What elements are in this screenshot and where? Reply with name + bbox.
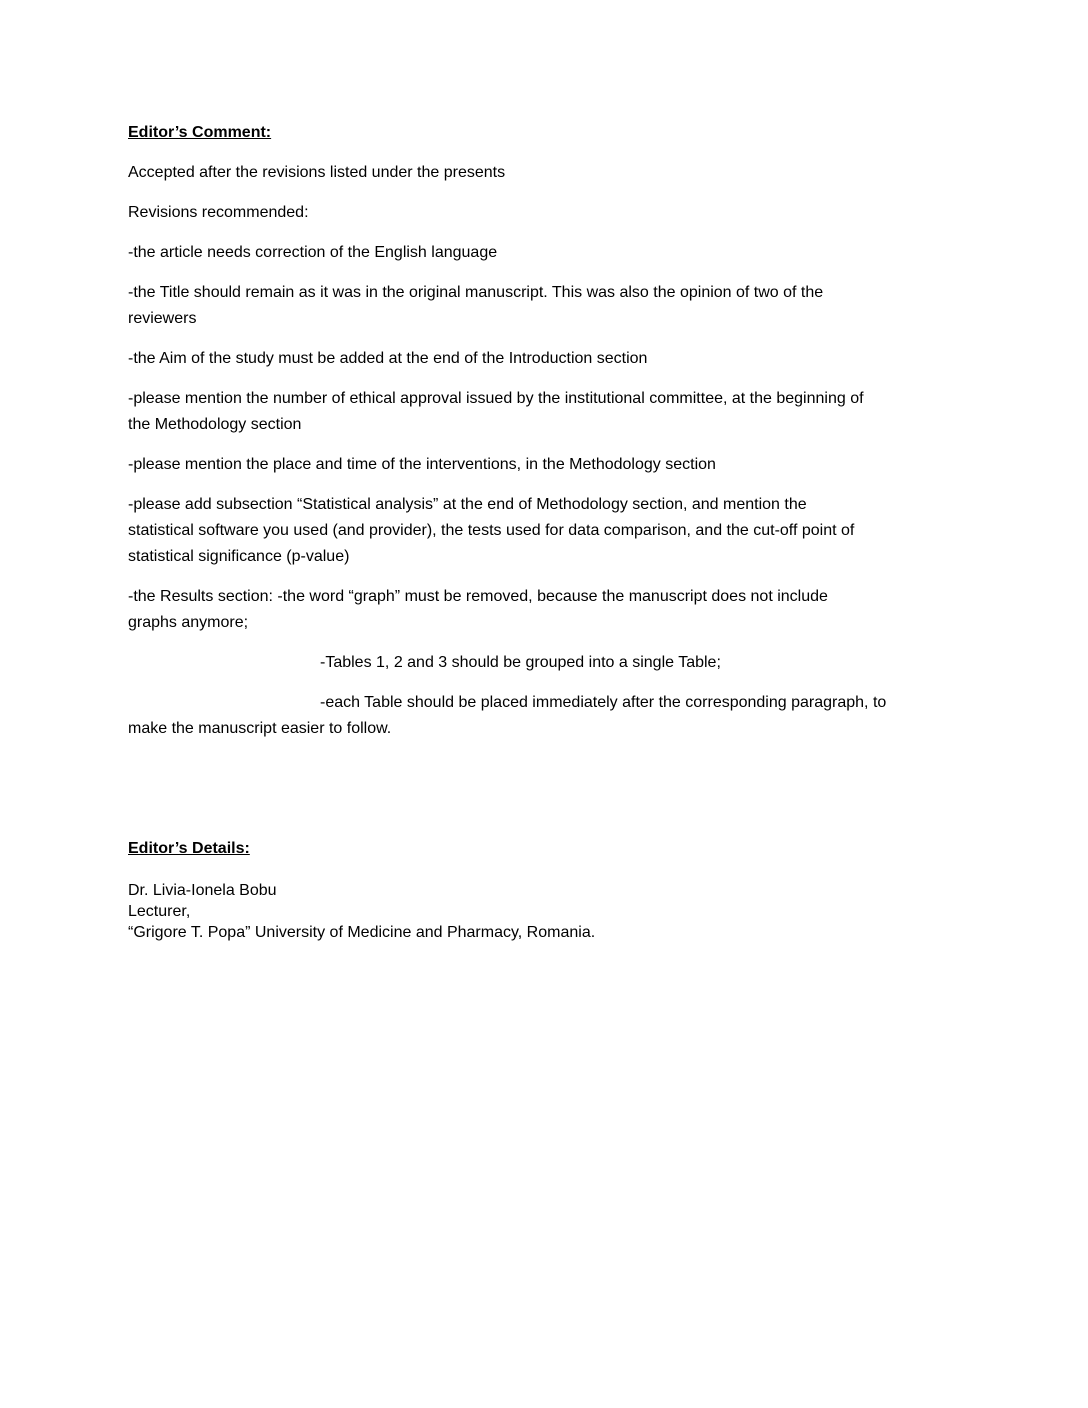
paragraph-line: -the Aim of the study must be added at the end of the Introduction section [128,350,648,367]
paragraph-line: reviewers [128,310,197,327]
paragraph-title-remain [128,280,960,332]
paragraph-line: -the Results section: -the word “graph” must be removed, because the manuscript does not include [128,588,828,605]
paragraph-line: -the Title should remain as it was in the original manuscript. This was also the opinion of two of the [128,284,824,301]
paragraph-line: -please mention the number of ethical approval issued by the institutional committee, at the beginning of [128,390,864,407]
paragraph-line: the Methodology section [128,416,302,433]
paragraph-accepted [128,160,960,186]
signature-affiliation-line: “Grigore T. Popa” University of Medicine and Pharmacy, Romania. [128,924,596,941]
paragraph-line: -Tables 1, 2 and 3 should be grouped into a single Table; [320,654,721,671]
paragraph-line: Revisions recommended: [128,204,309,221]
paragraph-aim-of-study [128,346,960,372]
paragraph-line: -please add subsection “Statistical analysis” at the end of Methodology section, and mention the [128,496,807,513]
editor-signature-block [128,880,960,943]
paragraph-ethical-approval [128,386,960,438]
paragraph-place-and-time [128,452,960,478]
editors-comment-heading: Editor’s Comment: [128,124,272,141]
signature-name-line: Dr. Livia-Ionela Bobu [128,882,277,899]
paragraph-revisions-recommended [128,200,960,226]
paragraph-line: statistical software you used (and provider), the tests used for data comparison, and the cut-off point of [128,522,855,539]
paragraph-line: -each Table should be placed immediately after the corresponding paragraph, to [320,694,887,711]
paragraph-line: -please mention the place and time of the interventions, in the Methodology section [128,456,716,473]
paragraph-english-language [128,240,960,266]
paragraph-statistical-analysis [128,492,960,570]
paragraph-line: Accepted after the revisions listed under the presents [128,164,506,181]
paragraph-line: -the article needs correction of the English language [128,244,498,261]
paragraph-line: statistical significance (p-value) [128,548,350,565]
paragraph-table-placement [128,690,960,742]
signature-role-line: Lecturer, [128,903,191,920]
editors-details-heading: Editor’s Details: [128,840,250,857]
paragraph-results-graph [128,584,960,636]
paragraph-tables-grouped [128,650,960,676]
paragraph-line: make the manuscript easier to follow. [128,720,392,737]
paragraph-line: graphs anymore; [128,614,249,631]
